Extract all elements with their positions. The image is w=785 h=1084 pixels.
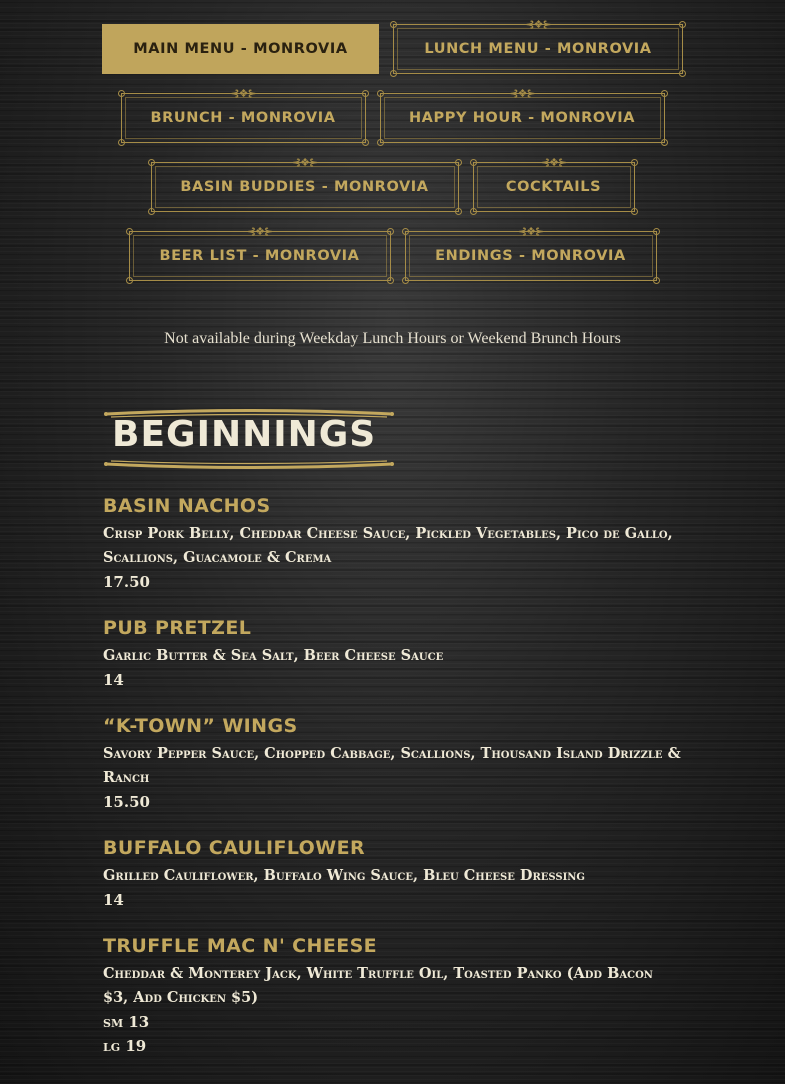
tab-cocktails[interactable]: [473, 156, 635, 212]
flourish-ornament-icon: ⊰❖⊱: [246, 225, 273, 238]
menu-item-price: 17.50: [103, 573, 150, 591]
corner-ornament-icon: [679, 70, 686, 77]
menu-tabs-row-3: [0, 156, 785, 212]
corner-ornament-icon: [661, 139, 668, 146]
corner-ornament-icon: [377, 90, 384, 97]
flourish-ornament-icon: ⊰❖⊱: [540, 156, 567, 169]
menu-item-price: 15.50: [103, 793, 150, 811]
tab-label: LUNCH MENU - MONROVIA: [424, 41, 652, 57]
corner-ornament-icon: [387, 277, 394, 284]
menu-item-price: 14: [103, 891, 124, 909]
tab-label: BASIN BUDDIES - MONROVIA: [180, 179, 429, 195]
menu-tabs-row-4: [0, 225, 785, 281]
tab-happy-hour-monrovia[interactable]: [380, 87, 665, 143]
flourish-ornament-icon: ⊰❖⊱: [230, 87, 256, 100]
corner-ornament-icon: [362, 90, 369, 97]
corner-ornament-icon: [148, 159, 155, 166]
menu-item-price-small: sm 13: [103, 1013, 150, 1031]
flourish-ornament-icon: ⊰❖⊱: [517, 225, 544, 238]
corner-ornament-icon: [118, 139, 125, 146]
menu-item-description: Crisp Pork Belly, Cheddar Cheese Sauce, Pickled Vegetables, Pico de Gallo, Scallions, Guacamole & Crema: [103, 525, 673, 566]
availability-notice: Not available during Weekday Lunch Hours or Weekend Brunch Hours: [164, 330, 621, 347]
menu-tabs-row-1: [0, 18, 785, 74]
menu-item-name: TRUFFLE MAC N' CHEESE: [103, 935, 378, 957]
corner-ornament-icon: [402, 228, 409, 235]
flourish-ornament-icon: ⊰❖⊱: [525, 18, 551, 31]
corner-ornament-icon: [470, 208, 477, 215]
menu-item-price-large: lg 19: [103, 1037, 147, 1055]
menu-item: [103, 836, 683, 912]
menu-item-name: BASIN NACHOS: [103, 495, 271, 517]
corner-ornament-icon: [377, 139, 384, 146]
tab-label: MAIN MENU - MONROVIA: [133, 41, 348, 57]
menu-item-name: “K-TOWN” WINGS: [103, 715, 298, 737]
corner-ornament-icon: [653, 228, 660, 235]
corner-ornament-icon: [631, 159, 638, 166]
corner-ornament-icon: [631, 208, 638, 215]
menu-item: [103, 714, 683, 814]
tab-endings-monrovia[interactable]: [405, 225, 657, 281]
corner-ornament-icon: [390, 21, 397, 28]
flourish-ornament-icon: ⊰❖⊱: [291, 156, 318, 169]
flourish-ornament-icon: ⊰❖⊱: [509, 87, 535, 100]
tab-basin-buddies-monrovia[interactable]: [151, 156, 459, 212]
corner-ornament-icon: [118, 90, 125, 97]
tab-brunch-monrovia[interactable]: [121, 87, 366, 143]
menu-item-description: Grilled Cauliflower, Buffalo Wing Sauce, Bleu Cheese Dressing: [103, 867, 585, 884]
menu-item: [103, 616, 683, 692]
menu-item-list: [103, 494, 683, 1080]
tab-label: COCKTAILS: [505, 179, 602, 195]
corner-ornament-icon: [126, 228, 133, 235]
section-heading-banner: [103, 408, 395, 470]
tab-label: BRUNCH - MONROVIA: [150, 110, 336, 126]
menu-item-description: Cheddar & Monterey Jack, White Truffle Oil, Toasted Panko (Add Bacon $3, Add Chicken $5): [103, 965, 653, 1006]
tab-label: ENDINGS - MONROVIA: [435, 248, 626, 264]
corner-ornament-icon: [455, 159, 462, 166]
tab-label: BEER LIST - MONROVIA: [159, 248, 360, 264]
menu-tabs-row-2: [0, 87, 785, 143]
menu-item: [103, 934, 683, 1058]
menu-item: [103, 494, 683, 594]
tab-main-menu-monrovia[interactable]: [102, 24, 379, 74]
tab-lunch-menu-monrovia[interactable]: [393, 18, 683, 74]
menu-item-description: Garlic Butter & Sea Salt, Beer Cheese Sauce: [103, 647, 444, 664]
menu-item-price: 14: [103, 671, 124, 689]
corner-ornament-icon: [390, 70, 397, 77]
menu-item-name: PUB PRETZEL: [103, 617, 252, 639]
menu-item-description: Savory Pepper Sauce, Chopped Cabbage, Scallions, Thousand Island Drizzle & Ranch: [103, 745, 681, 786]
corner-ornament-icon: [126, 277, 133, 284]
tab-label: HAPPY HOUR - MONROVIA: [408, 110, 636, 126]
menu-item-name: BUFFALO CAULIFLOWER: [103, 837, 365, 859]
corner-ornament-icon: [362, 139, 369, 146]
corner-ornament-icon: [679, 21, 686, 28]
corner-ornament-icon: [653, 277, 660, 284]
corner-ornament-icon: [148, 208, 155, 215]
tab-beer-list-monrovia[interactable]: [129, 225, 391, 281]
corner-ornament-icon: [387, 228, 394, 235]
corner-ornament-icon: [402, 277, 409, 284]
corner-ornament-icon: [455, 208, 462, 215]
corner-ornament-icon: [470, 159, 477, 166]
corner-ornament-icon: [661, 90, 668, 97]
section-title: BEGINNINGS: [112, 414, 377, 455]
